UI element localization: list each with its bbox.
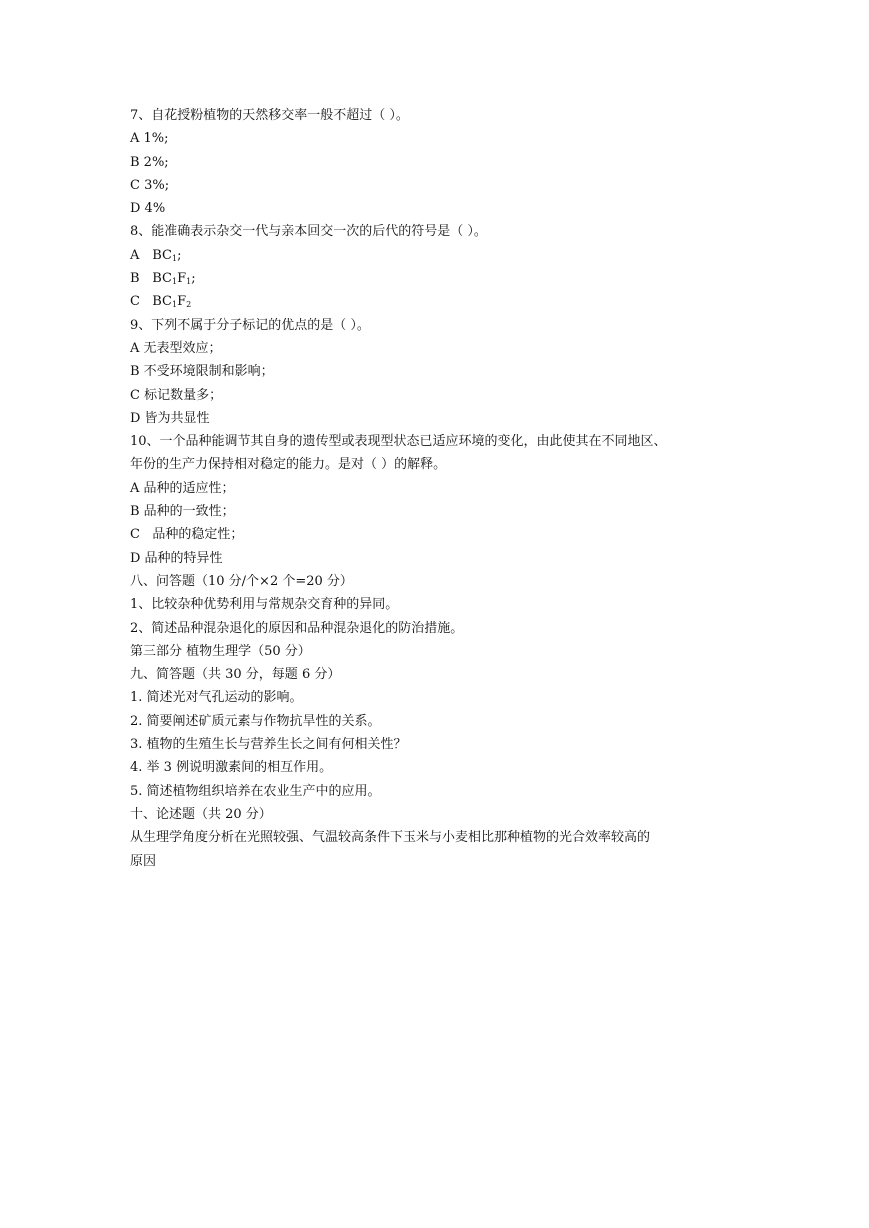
question-8-option-c bbox=[130, 290, 750, 313]
question-10-option-b: B 品种的一致性； bbox=[130, 504, 235, 520]
question-8-stem: 8、能准确表示杂交一代与亲本回交一次的后代的符号是（ ）。 bbox=[130, 224, 487, 240]
option-letter: C bbox=[130, 294, 140, 310]
question-7-option-d: D 4% bbox=[130, 201, 166, 217]
symbol-tail: ; bbox=[177, 247, 182, 263]
symbol-mid: F bbox=[177, 294, 187, 310]
section-9-item-3: 3. 植物的生殖生长与营养生长之间有何相关性？ bbox=[130, 737, 407, 753]
part-3-title: 第三部分 植物生理学（50 分） bbox=[130, 643, 311, 659]
section-9-item-1: 1. 简述光对气孔运动的影响。 bbox=[130, 690, 303, 706]
question-9-option-d: D 皆为共显性 bbox=[130, 410, 210, 426]
section-10-question-line-2: 原因 bbox=[130, 853, 157, 869]
symbol-subscript-2: 2 bbox=[186, 300, 192, 310]
symbol-main: BC bbox=[152, 271, 173, 287]
symbol-subscript: 1 bbox=[172, 277, 178, 287]
question-9-stem: 9、下列不属于分子标记的优点的是（ ）。 bbox=[130, 317, 370, 333]
question-8-option-a bbox=[130, 244, 750, 267]
symbol-subscript: 1 bbox=[172, 253, 178, 263]
symbol-tail: ; bbox=[191, 271, 196, 287]
symbol-subscript-2: 1 bbox=[186, 277, 192, 287]
symbol-subscript: 1 bbox=[172, 300, 178, 310]
question-7-stem: 7、自花授粉植物的天然移交率一般不超过（ ）。 bbox=[130, 108, 409, 123]
section-9-title: 九、简答题（共 30 分，每题 6 分） bbox=[130, 667, 341, 683]
option-letter: A bbox=[130, 247, 140, 263]
section-8-item-1: 1、比较杂种优势利用与常规杂交育种的异同。 bbox=[130, 597, 399, 613]
section-8-title: 八、问答题（10 分/个×2 个=20 分） bbox=[130, 573, 353, 589]
option-letter: B bbox=[130, 271, 140, 287]
document-page bbox=[130, 104, 750, 873]
question-9-option-a: A 无表型效应； bbox=[130, 340, 222, 356]
question-10-option-c: C 品种的稳定性； bbox=[130, 527, 244, 543]
question-10-option-a: A 品种的适应性； bbox=[130, 480, 235, 496]
question-10-stem-line-2: 年份的生产力保持相对稳定的能力。是对（ ）的解释。 bbox=[130, 457, 447, 473]
symbol-main: BC bbox=[152, 247, 173, 263]
question-7-option-b: B 2%; bbox=[130, 154, 169, 170]
section-9-item-5: 5. 简述植物组织培养在农业生产中的应用。 bbox=[130, 783, 381, 799]
section-8-item-2: 2、简述品种混杂退化的原因和品种混杂退化的防治措施。 bbox=[130, 620, 464, 636]
question-7-option-a: A 1%; bbox=[130, 131, 169, 147]
question-9-option-c: C 标记数量多； bbox=[130, 387, 223, 403]
question-10-option-d: D 品种的特异性 bbox=[130, 550, 223, 566]
section-10-question-line-1: 从生理学角度分析在光照较强、气温较高条件下玉米与小麦相比那种植物的光合效率较高的 bbox=[130, 830, 651, 846]
symbol-mid: F bbox=[177, 271, 187, 287]
symbol-main: BC bbox=[152, 294, 173, 310]
section-9-item-4: 4. 举 3 例说明激素间的相互作用。 bbox=[130, 760, 333, 776]
question-8-option-b bbox=[130, 267, 750, 290]
question-9-option-b: B 不受环境限制和影响； bbox=[130, 364, 274, 380]
section-9-item-2: 2. 简要阐述矿质元素与作物抗旱性的关系。 bbox=[130, 713, 381, 729]
question-10-stem-line-1: 10、一个品种能调节其自身的遗传型或表现型状态已适应环境的变化，由此使其在不同地区、 bbox=[130, 434, 667, 450]
question-7-option-c: C 3%; bbox=[130, 177, 170, 193]
section-10-title: 十、论述题（共 20 分） bbox=[130, 806, 272, 822]
